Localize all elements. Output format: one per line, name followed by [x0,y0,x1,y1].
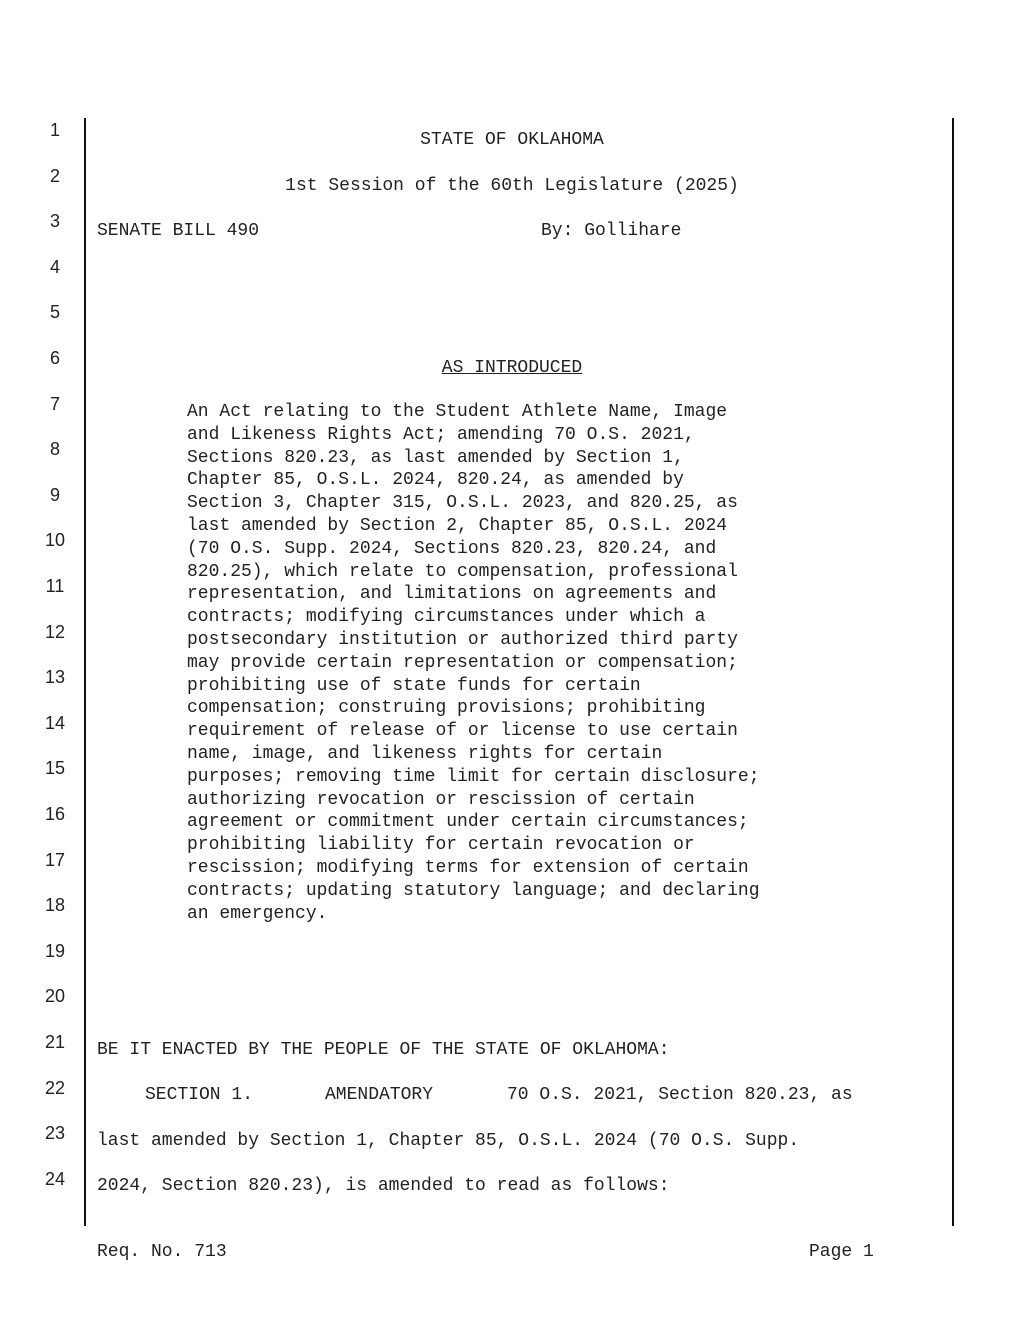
section-type: AMENDATORY [325,1085,434,1105]
bill-status: AS INTRODUCED [441,358,583,378]
line-number: 16 [44,804,66,824]
abstract-line: Chapter 85, O.S.L. 2024, 820.24, as amended by [187,470,684,491]
page-number: Page 1 [809,1242,874,1262]
line-number: 14 [44,712,66,733]
line-number: 12 [44,621,66,642]
abstract-line: name, image, and likeness rights for certain [187,743,663,764]
abstract-line: may provide certain representation or compensation; [187,652,738,673]
request-number: Req. No. 713 [97,1242,227,1262]
line-number: 15 [44,758,66,779]
enacting-clause: BE IT ENACTED BY THE PEOPLE OF THE STATE OF OKLAHOMA: [97,1040,670,1060]
abstract-line: an emergency. [187,903,328,924]
abstract-line: requirement of release of or license to use certain [187,721,738,742]
abstract-line: (70 O.S. Supp. 2024, Sections 820.23, 820.24, and [187,538,717,559]
abstract-line: contracts; updating statutory language; and declaring [187,880,760,901]
line-number: 1 [49,120,60,140]
line-number: 4 [49,256,60,277]
abstract-line: and Likeness Rights Act; amending 70 O.S. 2021, [187,424,695,445]
line-number: 11 [45,576,65,596]
body-line-23: last amended by Section 1, Chapter 85, O.S.L. 2024 (70 O.S. Supp. [97,1131,800,1151]
line-number: 22 [44,1077,66,1098]
line-number: 20 [44,986,66,1007]
line-number: 23 [44,1123,66,1144]
line-number: 5 [49,302,60,323]
abstract-line: Sections 820.23, as last amended by Section 1, [187,447,684,468]
abstract-line: contracts; modifying circumstances under which a [187,607,706,628]
section-citation: 70 O.S. 2021, Section 820.23, as [507,1085,853,1105]
bill-title-abstract [187,401,867,925]
line-number: 7 [49,393,60,414]
left-margin-rule [84,118,86,1226]
bill-number: SENATE BILL 490 [97,221,260,241]
line-number: 19 [44,940,66,961]
abstract-line: representation, and limitations on agreements and [187,584,717,605]
line-number: 2 [49,165,60,186]
section-label: SECTION 1. [145,1085,254,1105]
abstract-line: Section 3, Chapter 315, O.S.L. 2023, and 820.25, as [187,493,738,514]
abstract-line: purposes; removing time limit for certain disclosure; [187,766,760,787]
body-line-24: 2024, Section 820.23), is amended to read as follows: [97,1176,670,1196]
line-number: 3 [49,211,60,232]
line-number: 8 [49,439,60,460]
line-number: 24 [44,1168,66,1189]
state-heading: STATE OF OKLAHOMA [420,130,604,150]
abstract-line: prohibiting use of state funds for certain [187,675,641,696]
bill-author: By: Gollihare [541,221,682,241]
abstract-line: 820.25), which relate to compensation, professional [187,561,738,582]
right-margin-rule [952,118,954,1226]
line-number: 6 [49,348,60,368]
abstract-line: agreement or commitment under certain circumstances; [187,812,749,833]
abstract-line: last amended by Section 2, Chapter 85, O.S.L. 2024 [187,515,728,536]
abstract-line: An Act relating to the Student Athlete Name, Image [187,402,728,422]
line-number: 13 [44,667,66,688]
abstract-line: compensation; construing provisions; prohibiting [187,698,706,719]
line-number: 18 [44,895,66,916]
abstract-line: prohibiting liability for certain revocation or [187,835,695,856]
session-heading: 1st Session of the 60th Legislature (2025) [285,176,739,196]
abstract-line: authorizing revocation or rescission of certain [187,789,695,810]
line-number: 17 [44,849,66,870]
abstract-line: postsecondary institution or authorized third party [187,629,738,650]
abstract-line: rescission; modifying terms for extension of certain [187,857,749,878]
line-number: 21 [44,1032,66,1052]
line-number: 9 [49,484,60,505]
line-number: 10 [44,530,66,551]
